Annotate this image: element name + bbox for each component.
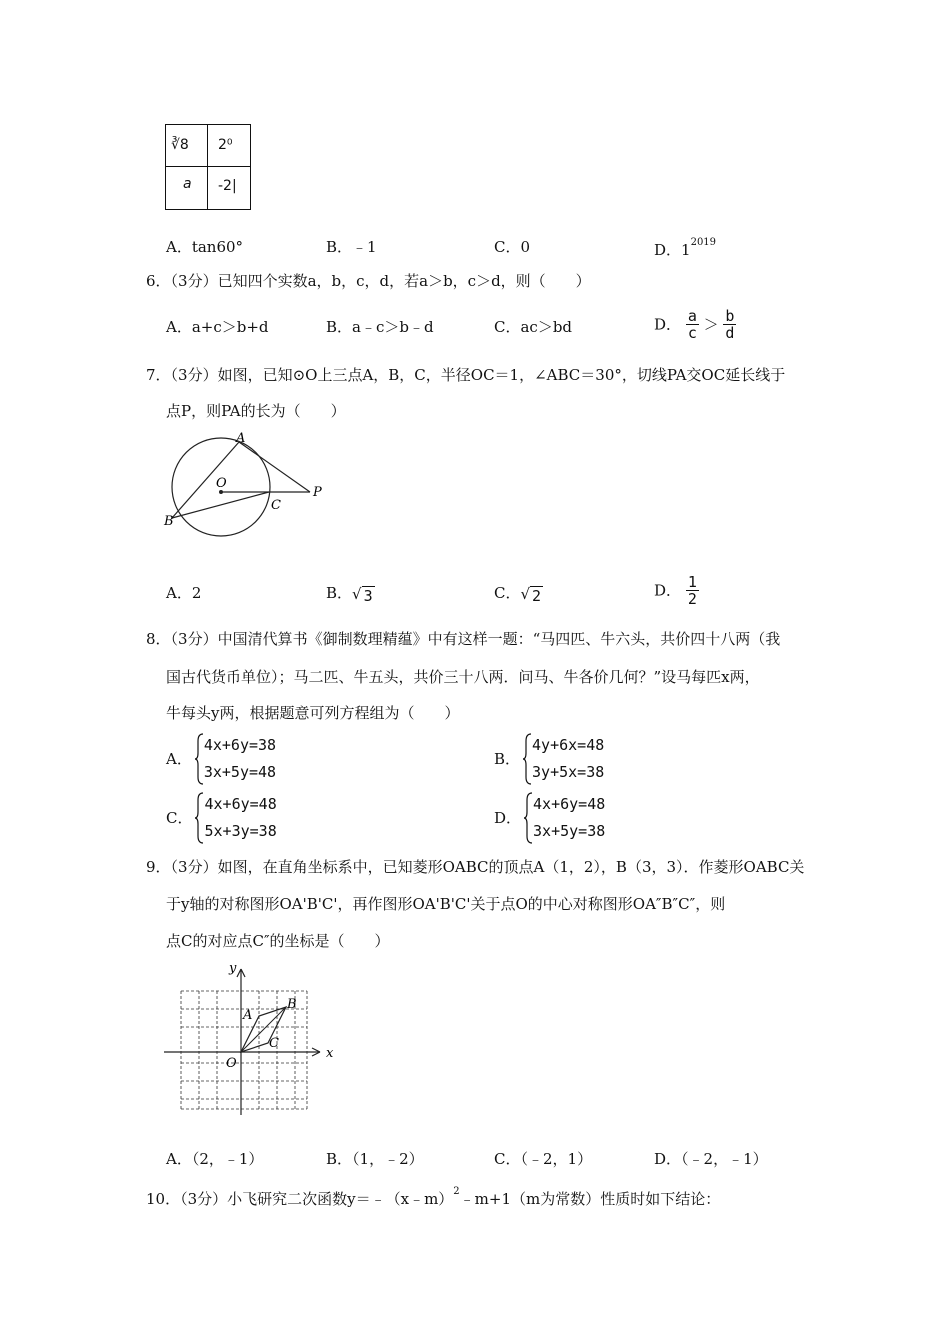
q5-option-b[interactable]: B．﹣1 [326,238,377,256]
equation-system [166,732,276,786]
table-cell: ∛8 [171,137,189,153]
sqrt-icon: √ [520,585,531,603]
equation-system [494,732,604,786]
q8-option-c-label: C． [166,809,193,827]
q5-option-d-exp: 2019 [690,237,717,248]
equation: 4x+6y=38 [203,736,277,754]
q10-stem-pre: 10．（3分）小飞研究二次函数y＝﹣（x﹣m） [146,1190,454,1208]
equation-system [166,791,277,845]
sqrt-icon: √ [352,585,362,603]
q5-option-d[interactable] [654,236,716,261]
equation: 5x+3y=38 [204,822,277,840]
label-b: B [164,514,174,529]
q7-stem-line1: 7．（3分）如图，已知⊙O上三点A，B，C，半径OC＝1，∠ABC＝30°，切线PA交OC延长线于 [146,366,786,384]
fraction [686,574,699,607]
q7-option-c-label: C． [494,584,521,602]
fraction-numerator: 1 [687,573,697,591]
q5-option-c[interactable]: C．0 [494,238,531,256]
fraction-numerator: b [725,307,735,325]
segment-b-a [172,442,239,518]
label-a: A [243,1008,253,1023]
brace-icon [523,792,533,844]
label-c: C [271,498,281,513]
brace-icon [194,792,204,844]
sqrt-expression [520,583,543,605]
label-o: O [226,1056,237,1071]
q10-stem [146,1185,720,1210]
q8-stem-line1: 8．（3分）中国清代算书《御制数理精蕴》中有这样一题：“马四匹、牛六头，共价四十八两（我 [146,630,781,648]
q8-option-a-label: A． [166,750,192,768]
q8-option-a[interactable] [166,732,276,786]
equation: 4y+6x=48 [532,736,605,754]
q8-option-c[interactable] [166,791,277,845]
q7-option-a[interactable]: A．2 [166,584,202,602]
fraction-denominator: 2 [687,590,697,608]
equation: 3x+5y=38 [533,822,606,840]
segment-b-c [172,492,269,518]
label-o: O [216,476,227,491]
q7-option-b-label: B． [326,584,353,602]
q8-option-b[interactable] [494,732,604,786]
equation: 4x+6y=48 [204,795,277,813]
q6-stem: 6．（3分）已知四个实数a，b，c，d，若a＞b，c＞d，则（ ） [146,272,591,290]
q9-stem-line2: 于y轴的对称图形OA'B'C'，再作图形OA'B'C'关于点O的中心对称图形OA″B″C″，则 [166,895,726,913]
q9-option-c[interactable]: C．（﹣2，1） [494,1150,593,1168]
q10-stem-exponent: 2 [453,1186,460,1197]
table-cell: a [183,176,192,192]
fraction [723,308,736,341]
q9-stem-line1: 9．（3分）如图，在直角坐标系中，已知菱形OABC的顶点A（1，2），B（3，3）．作菱形OABC关 [146,858,805,876]
equation: 4x+6y=48 [533,795,606,813]
label-a: A [236,431,246,446]
label-x: x [326,1046,334,1061]
q9-option-b[interactable]: B．（1，﹣2） [326,1150,424,1168]
q6-option-c[interactable]: C．ac＞bd [494,318,573,336]
q8-stem-line2: 国古代货币单位）；马二匹、牛五头，共价三十八两．问马、牛各价几何？”设马每匹x两， [166,668,760,686]
segment-a-p [239,442,310,492]
brace-icon [522,733,532,785]
q7-option-d[interactable] [654,574,699,607]
fraction-numerator: a [687,307,697,325]
table-cell: 2⁰ [218,137,233,153]
q5-option-d-base: D．1 [654,241,691,259]
label-y: y [229,961,237,976]
q7-stem-line2: 点P，则PA的长为（ ） [166,402,346,420]
fraction-denominator: c [687,324,697,342]
q8-stem-line3: 牛每头y两，根据题意可列方程组为（ ） [166,704,460,722]
q9-option-a[interactable]: A．（2，﹣1） [166,1150,264,1168]
q7-option-c[interactable] [494,582,543,605]
table-cell: -2| [218,178,237,194]
label-b: B [287,997,297,1012]
fraction [686,308,699,341]
label-c: C [269,1036,279,1051]
q9-option-d[interactable]: D．（﹣2，﹣1） [654,1150,768,1168]
equation: 3x+5y=48 [203,763,277,781]
sqrt-expression [352,583,375,605]
equation-system [494,791,605,845]
brace-icon [194,733,204,785]
q6-option-d[interactable] [654,308,736,341]
radicand: 2 [532,587,542,605]
q8-option-d-label: D． [494,809,522,827]
q8-option-d[interactable] [494,791,605,845]
q6-option-d-label: D． [654,315,682,334]
radicand: 3 [363,587,373,605]
fraction-denominator: d [725,324,735,342]
equation: 3y+5x=38 [532,763,605,781]
q5-option-a[interactable]: A．tan60° [166,238,244,256]
q7-option-b[interactable] [326,582,375,605]
q6-option-b[interactable]: B．a﹣c＞b﹣d [326,318,434,336]
relation-sign: ＞ [703,315,719,334]
coordinate-grid-figure [160,955,345,1120]
q10-stem-post: ﹣m+1（m为常数）性质时如下结论： [459,1190,721,1208]
q7-option-d-label: D． [654,581,682,600]
circle-tangent-figure [160,425,340,550]
q6-option-a[interactable]: A．a+c＞b+d [166,318,269,336]
q9-stem-line3: 点C的对应点C″的坐标是（ ） [166,932,390,950]
number-table [165,124,251,210]
label-p: P [313,485,322,500]
q8-option-b-label: B． [494,750,521,768]
